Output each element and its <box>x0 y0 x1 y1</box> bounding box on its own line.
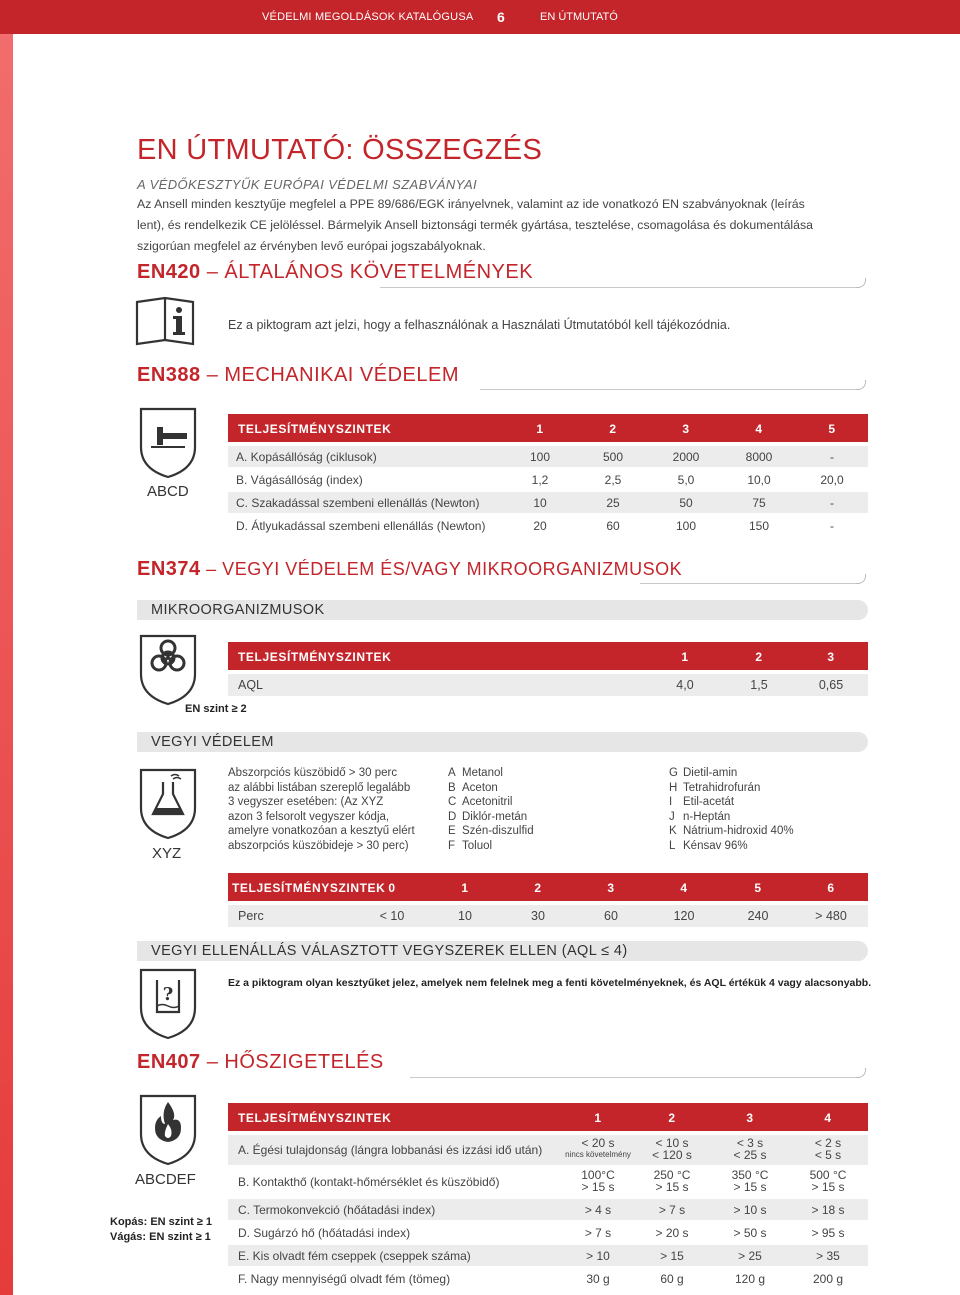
info-book-icon <box>134 296 196 348</box>
chem-name: Toluol <box>462 839 493 852</box>
row-label: A. Égési tulajdonság (lángra lobbanási és izzási idő után) <box>238 1143 543 1157</box>
header-cell: 2 <box>755 650 763 664</box>
cell <box>565 1137 631 1161</box>
chem-code: F <box>448 839 456 852</box>
top-bar <box>0 0 960 34</box>
header-cell: 3 <box>607 881 615 895</box>
cell: 8000 <box>745 450 773 464</box>
en388-heading <box>137 364 459 387</box>
table-row <box>228 1245 868 1266</box>
cell: 200 g <box>812 1272 844 1286</box>
list-item <box>669 781 869 796</box>
cell: > 35 <box>816 1249 840 1263</box>
header-cell: 5 <box>754 881 762 895</box>
list-item <box>669 795 869 810</box>
description-line: Abszorpciós küszöbidő > 30 perc <box>228 767 398 779</box>
row-label: AQL <box>238 678 264 692</box>
cell: 75 <box>752 496 766 510</box>
list-item <box>448 766 648 781</box>
cell <box>815 1137 841 1161</box>
intro-line: szigorúan megfelel az érvényben levő európai jogszabályoknak. <box>137 239 486 253</box>
cell: 2000 <box>672 450 700 464</box>
chem-code: J <box>669 810 675 823</box>
header-cell: 3 <box>682 422 690 436</box>
chem-code: A <box>448 767 456 779</box>
flame-shield-icon <box>137 1094 199 1166</box>
cell: 60 <box>604 909 618 923</box>
header-cell: TELJESÍTMÉNYSZINTEK <box>238 1111 392 1125</box>
cell: > 25 <box>738 1249 762 1263</box>
cell <box>581 1169 615 1193</box>
list-item <box>448 810 648 825</box>
cell-line: < 25 s <box>733 1148 767 1162</box>
chem-name: Kénsav 96% <box>683 839 748 852</box>
cell-line: < 5 s <box>814 1148 842 1162</box>
cell: > 10 s <box>733 1203 767 1217</box>
section-title: EN ÚTMUTATÓ <box>540 11 618 23</box>
aql-label: VEGYI ELLENÁLLÁS VÁLASZTOTT VEGYSZEREK ELLEN (AQL ≤ 4) <box>151 943 628 959</box>
chem-subheading <box>137 732 868 752</box>
micro-level-note: EN szint ≥ 2 <box>185 703 247 715</box>
cell: 150 <box>748 519 770 533</box>
micro-subheading <box>137 600 868 620</box>
list-item <box>669 810 869 825</box>
cell <box>733 1137 766 1161</box>
row-label: D. Sugárzó hő (hőátadási index) <box>238 1226 411 1240</box>
cell-line: < 3 s <box>736 1136 764 1150</box>
row-label: B. Vágásállóság (index) <box>236 473 363 487</box>
cell: 4,0 <box>676 678 694 692</box>
en374-title: – VEGYI VÉDELEM ÉS/VAGY MIKROORGANIZMUSOK <box>206 559 683 579</box>
cell: 25 <box>606 496 620 510</box>
cell-line: 250 °C <box>653 1168 691 1182</box>
chem-code: I <box>669 796 673 809</box>
cell: 30 <box>531 909 545 923</box>
cell-line: < 120 s <box>652 1148 692 1162</box>
list-item <box>669 824 869 839</box>
en388-pictogram-label: ABCD <box>147 483 189 500</box>
list-item <box>448 824 648 839</box>
header-cell: 2 <box>668 1111 676 1125</box>
description-line: abszorpciós küszöbideje > 30 perc) <box>228 839 409 852</box>
cell <box>654 1169 691 1193</box>
chem-code: D <box>448 810 457 823</box>
cell: > 15 <box>660 1249 684 1263</box>
table-row <box>228 446 868 467</box>
intro-line: lent), és rendelkezik CE jelöléssel. Bármelyik Ansell biztonsági termék gyártása, tesztelése, csomagolása és dokumentálása <box>137 218 813 232</box>
cell <box>732 1169 769 1193</box>
chem-name: n-Heptán <box>683 810 731 823</box>
micro-table-header <box>228 642 868 670</box>
en388-table-header <box>228 414 868 442</box>
header-cell: TELJESÍTMÉNYSZINTEK <box>232 881 386 895</box>
cell: - <box>830 496 834 510</box>
en407-heading <box>137 1051 384 1074</box>
cell: > 480 <box>815 909 847 923</box>
cell-line: 100°C <box>581 1168 615 1182</box>
chem-code: K <box>669 825 677 838</box>
cell: > 7 s <box>658 1203 686 1217</box>
row-label: A. Kopásállóság (ciklusok) <box>236 450 377 464</box>
aql-subheading <box>137 941 868 961</box>
chem-table-header <box>228 873 868 901</box>
cell-line: 500 °C <box>809 1168 847 1182</box>
divider <box>410 1077 858 1078</box>
cell: > 50 s <box>733 1226 767 1240</box>
en407-code: EN407 <box>137 1051 201 1073</box>
divider-hook <box>856 1068 866 1078</box>
chem-name: Tetrahidrofurán <box>683 781 761 794</box>
cell: 120 <box>673 909 695 923</box>
en420-code: EN420 <box>137 261 201 283</box>
hammer-shield-icon <box>137 407 199 479</box>
table-row <box>228 492 868 513</box>
table-row <box>228 469 868 490</box>
header-cell: TELJESÍTMÉNYSZINTEK <box>238 422 392 436</box>
header-cell: 4 <box>755 422 763 436</box>
cell: > 10 <box>586 1249 610 1263</box>
row-label: F. Nagy mennyiségű olvadt fém (tömeg) <box>238 1272 451 1286</box>
chemical-list-1 <box>448 766 648 854</box>
description-line: amelyre vonatkozóan a kesztyű elért <box>228 825 415 838</box>
header-cell: 2 <box>534 881 542 895</box>
header-cell: 2 <box>609 422 617 436</box>
row-label: C. Szakadással szembeni ellenállás (Newton) <box>236 496 480 510</box>
divider <box>640 583 858 584</box>
en374-heading <box>137 558 682 581</box>
side-stripe <box>0 34 13 1295</box>
cell: > 7 s <box>584 1226 612 1240</box>
divider-hook <box>856 278 866 288</box>
en374-code: EN374 <box>137 558 201 580</box>
description-line: 3 vegyszer esetében: (Az XYZ <box>228 796 384 809</box>
cell: 2,5 <box>604 473 622 487</box>
list-item <box>448 839 648 854</box>
table-row <box>228 1167 868 1197</box>
divider-hook <box>856 380 866 390</box>
en388-title: – MECHANIKAI VÉDELEM <box>206 364 460 386</box>
chemical-list-2 <box>669 766 869 854</box>
en407-pictogram-label: ABCDEF <box>135 1171 196 1188</box>
cell-line: nincs követelmény <box>565 1150 631 1159</box>
en420-heading <box>137 261 533 284</box>
beaker-question-shield-icon <box>137 968 199 1040</box>
cell-line: > 15 s <box>581 1180 615 1194</box>
en420-description: Ez a piktogram azt jelzi, hogy a felhasználónak a Használati Útmutatóból kell tájékozódnia. <box>228 318 731 332</box>
en420-title: – ÁLTALÁNOS KÖVETELMÉNYEK <box>206 261 534 283</box>
cell: 60 g <box>660 1272 684 1286</box>
list-item <box>448 781 648 796</box>
catalog-title: VÉDELMI MEGOLDÁSOK KATALÓGUSA <box>262 11 474 23</box>
chem-code: H <box>669 781 678 794</box>
chem-name: Aceton <box>462 781 498 794</box>
header-cell: 1 <box>461 881 469 895</box>
cell: 10 <box>458 909 472 923</box>
row-label: C. Termokonvekció (hőátadási index) <box>238 1203 436 1217</box>
cell: 30 g <box>586 1272 610 1286</box>
en388-code: EN388 <box>137 364 201 386</box>
cell: > 4 s <box>584 1203 612 1217</box>
header-cell: 4 <box>824 1111 832 1125</box>
chem-description <box>228 766 438 854</box>
divider-hook <box>856 574 866 584</box>
table-row <box>228 1199 868 1220</box>
svg-text:?: ? <box>162 984 174 1005</box>
cell-line: < 2 s <box>814 1136 842 1150</box>
header-cell: 1 <box>536 422 544 436</box>
header-cell: 3 <box>827 650 835 664</box>
page-number: 6 <box>497 9 505 25</box>
en407-note-vagas: Vágás: EN szint ≥ 1 <box>110 1231 211 1243</box>
aql-description: Ez a piktogram olyan kesztyűket jelez, amelyek nem felelnek meg a fenti követelményeknek, és AQL értékük 4 vagy alacsonyabb. <box>228 977 872 989</box>
cell: 120 g <box>734 1272 766 1286</box>
divider <box>480 389 858 390</box>
cell: 5,0 <box>677 473 695 487</box>
cell-line: < 10 s <box>655 1136 689 1150</box>
cell: 50 <box>679 496 693 510</box>
intro-paragraph <box>137 194 857 257</box>
cell-line: > 15 s <box>811 1180 845 1194</box>
table-row <box>228 1268 868 1289</box>
chem-code: G <box>669 767 678 779</box>
list-item <box>669 839 869 854</box>
cell: 240 <box>747 909 769 923</box>
chem-code: C <box>448 796 457 809</box>
row-label: B. Kontakthő (kontakt-hőmérséklet és küszöbidő) <box>238 1175 500 1189</box>
page-subtitle: A VÉDŐKESZTYŰK EURÓPAI VÉDELMI SZABVÁNYAI <box>137 177 478 192</box>
cell: 1,5 <box>750 678 768 692</box>
cell: 0,65 <box>818 678 844 692</box>
cell-line: 350 °C <box>731 1168 769 1182</box>
cell: > 18 s <box>811 1203 845 1217</box>
table-row <box>228 1222 868 1243</box>
cell: - <box>830 519 834 533</box>
chem-name: Diklór-metán <box>462 810 528 823</box>
chem-code: B <box>448 781 456 794</box>
chem-name: Nátrium-hidroxid 40% <box>683 825 794 838</box>
cell: 60 <box>606 519 620 533</box>
row-label: E. Kis olvadt fém cseppek (cseppek száma) <box>238 1249 471 1263</box>
header-cell: 5 <box>828 422 836 436</box>
cell: > 20 s <box>655 1226 689 1240</box>
cell: - <box>830 450 834 464</box>
table-row <box>228 515 868 536</box>
cell: < 10 <box>379 909 405 923</box>
header-cell: TELJESÍTMÉNYSZINTEK <box>238 650 392 664</box>
cell: 100 <box>675 519 697 533</box>
header-cell: 1 <box>681 650 689 664</box>
cell <box>652 1137 692 1161</box>
intro-line: Az Ansell minden kesztyűje megfelel a PPE 89/686/EGK irányelvnek, valamint az ide vonatkozó EN szabványoknak (leírás <box>137 197 805 211</box>
chem-name: Etil-acetát <box>683 796 735 809</box>
cell: 1,2 <box>531 473 549 487</box>
cell: 10,0 <box>747 473 771 487</box>
cell: 100 <box>529 450 551 464</box>
table-row <box>228 905 868 927</box>
list-item <box>448 795 648 810</box>
cell <box>810 1169 847 1193</box>
micro-label: MIKROORGANIZMUSOK <box>151 602 325 618</box>
cell: 20,0 <box>820 473 844 487</box>
header-cell: 3 <box>746 1111 754 1125</box>
description-line: azon 3 felsorolt vegyszer kódja, <box>228 810 390 823</box>
table-row <box>228 674 868 696</box>
cell: 10 <box>533 496 547 510</box>
chem-name: Szén-diszulfid <box>462 825 534 838</box>
page-title: EN ÚTMUTATÓ: ÖSSZEGZÉS <box>137 134 543 166</box>
cell-line: < 20 s <box>581 1136 615 1150</box>
chem-name: Dietil-amin <box>683 767 738 779</box>
chem-code: L <box>669 839 676 852</box>
en407-title: – HŐSZIGETELÉS <box>206 1051 384 1073</box>
chem-name: Metanol <box>462 767 503 779</box>
header-cell: 6 <box>827 881 835 895</box>
row-label: D. Átlyukadással szembeni ellenállás (Newton) <box>236 519 486 533</box>
cell-line: > 15 s <box>655 1180 689 1194</box>
chem-label: VEGYI VÉDELEM <box>151 734 274 750</box>
cell: > 95 s <box>811 1226 845 1240</box>
header-cell: 0 <box>388 881 396 895</box>
row-label: Perc <box>238 909 264 923</box>
flask-shield-icon <box>137 768 199 840</box>
en407-table-header <box>228 1103 868 1131</box>
chem-name: Acetonitril <box>462 796 513 809</box>
list-item <box>669 766 869 781</box>
table-row <box>228 1135 868 1165</box>
cell-line: > 15 s <box>733 1180 767 1194</box>
header-cell: 1 <box>594 1111 602 1125</box>
chem-code: E <box>448 825 456 838</box>
en407-note-kopas: Kopás: EN szint ≥ 1 <box>110 1216 212 1228</box>
header-cell: 4 <box>680 881 688 895</box>
chem-pictogram-label: XYZ <box>152 845 182 862</box>
cell: 20 <box>533 519 547 533</box>
cell: 500 <box>602 450 624 464</box>
description-line: az alábbi listában szereplő legalább <box>228 781 411 794</box>
divider <box>380 287 858 288</box>
biohazard-shield-icon <box>137 634 199 706</box>
